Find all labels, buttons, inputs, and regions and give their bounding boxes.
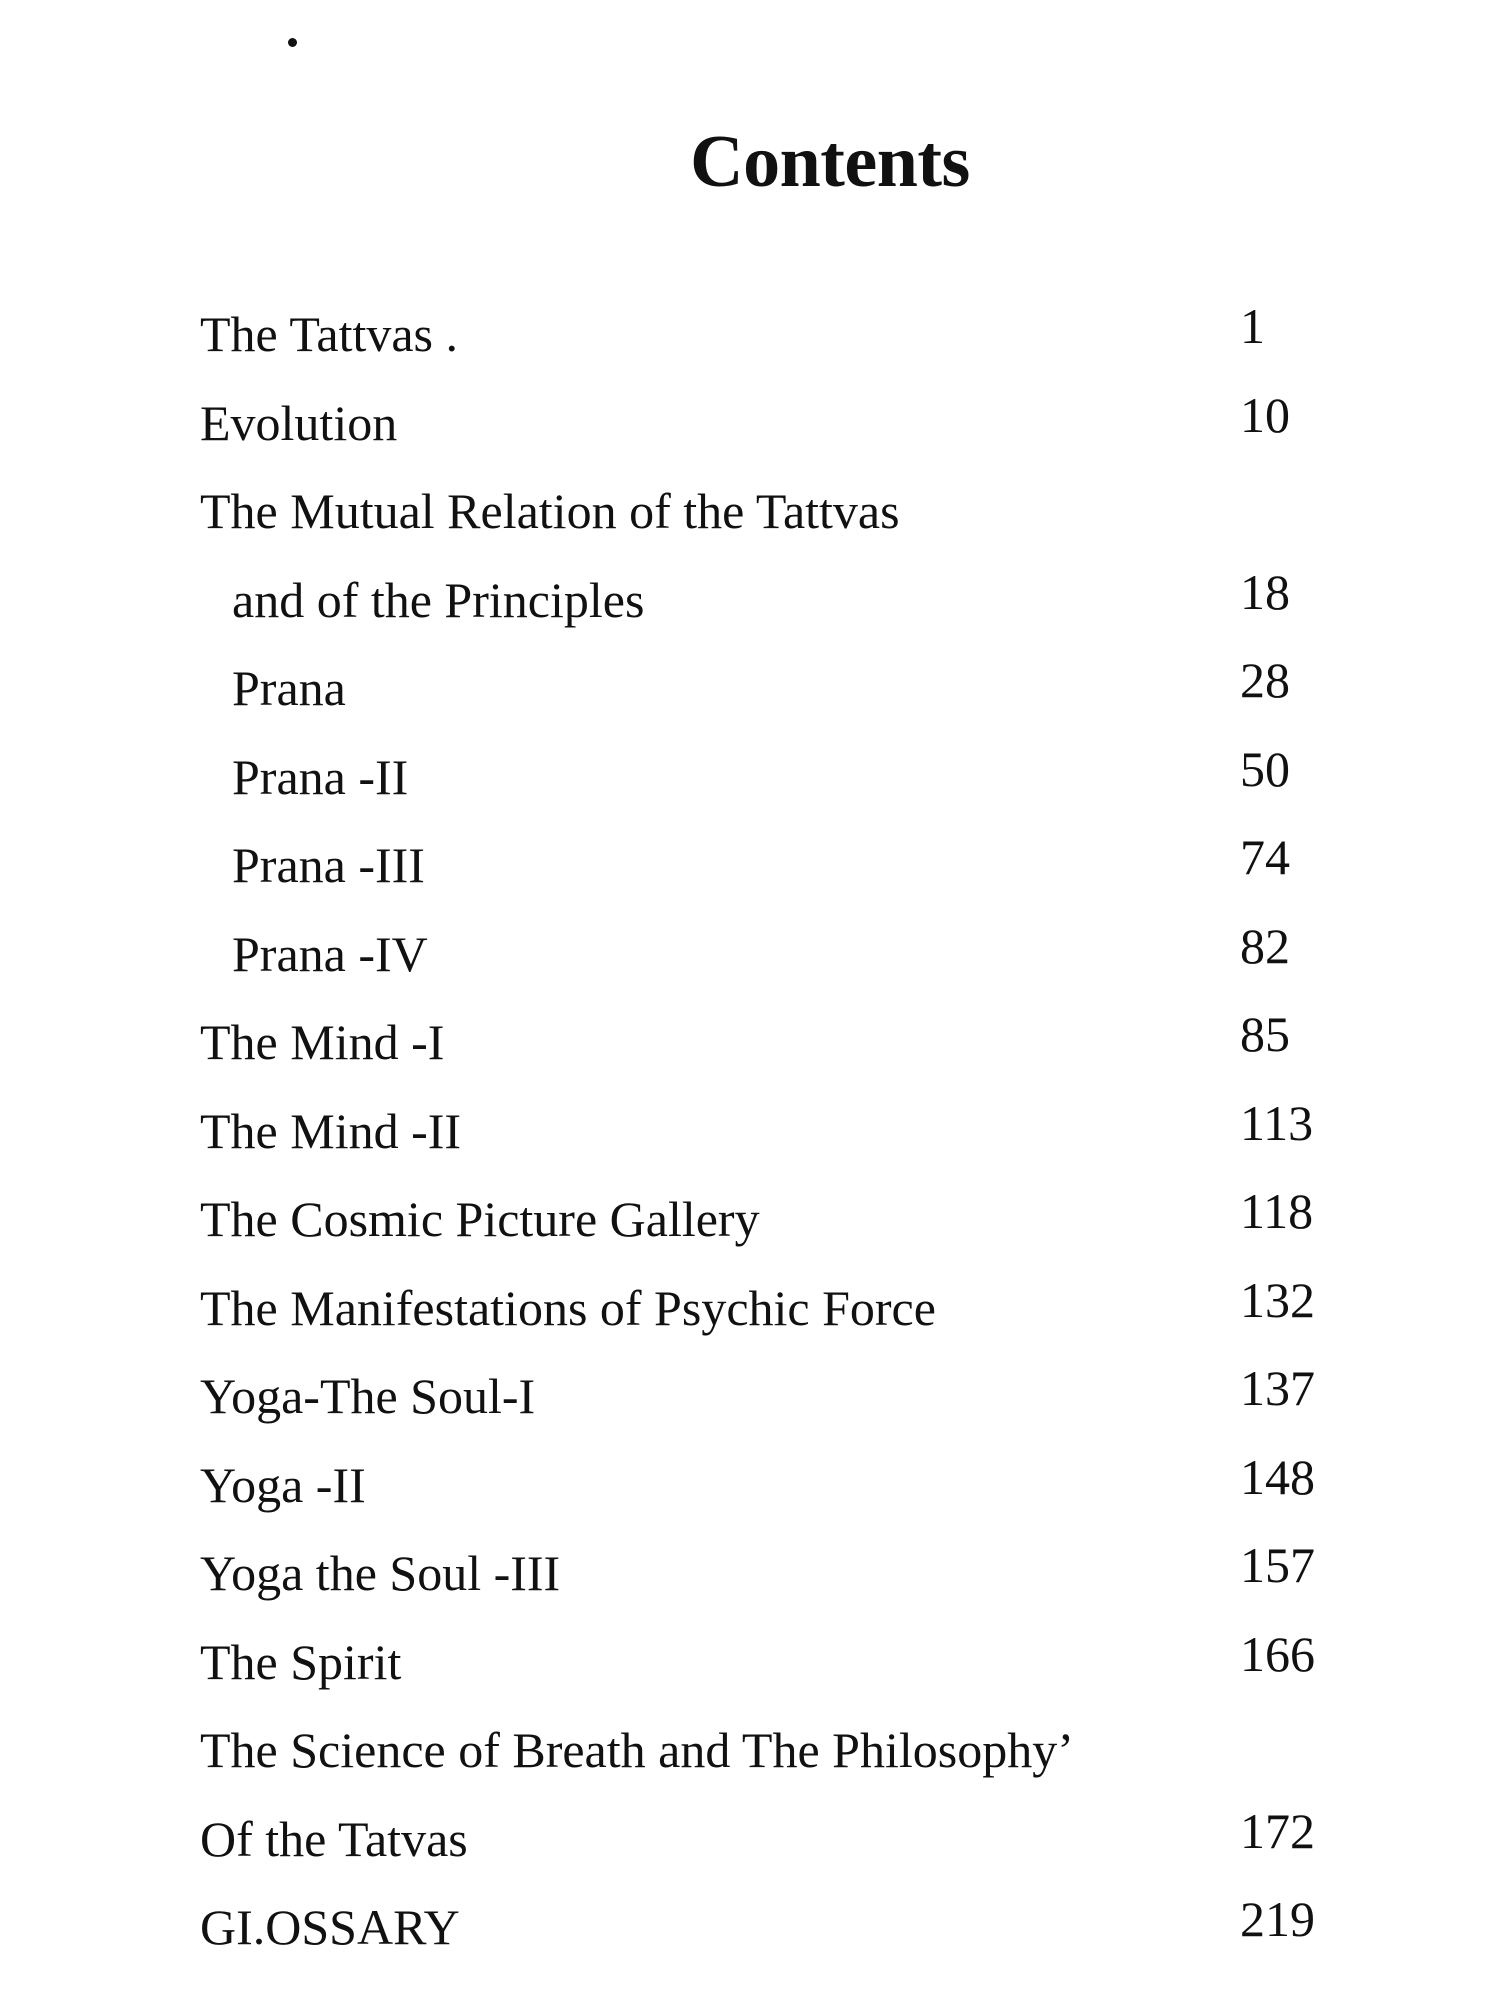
toc-entry-label: Yoga-The Soul-I [200,1368,536,1424]
toc-entry [200,733,1380,822]
table-of-contents [200,290,1380,1972]
toc-entry [200,379,1380,468]
toc-entry [200,556,1380,645]
toc-entry [200,1706,1380,1795]
toc-entry [200,644,1380,733]
toc-entry-page: 82 [1240,917,1290,974]
toc-entry [200,1618,1380,1707]
toc-entry-label: The Mutual Relation of the Tattvas [200,483,900,539]
toc-entry [200,290,1380,379]
toc-entry-page: 113 [1240,1094,1314,1151]
toc-entry-label: Prana -IV [232,925,428,982]
toc-entry-page: 74 [1240,829,1290,885]
toc-entry [200,467,1380,556]
toc-entry [200,1087,1380,1176]
toc-entry-page: 85 [1240,1006,1290,1062]
toc-entry-label: Of the Tatvas [200,1810,468,1867]
toc-entry-page: 18 [1240,563,1290,620]
toc-entry [200,821,1380,910]
toc-entry-label: Evolution [200,394,398,451]
toc-entry-label: Yoga -II [200,1456,366,1513]
toc-entry-label: Prana [232,660,346,716]
toc-entry-page: 137 [1240,1360,1315,1416]
toc-entry-label: The Tattvas . [200,306,459,362]
toc-entry [200,1441,1380,1530]
toc-entry-label: Prana -II [232,748,409,805]
toc-entry-page: 10 [1240,386,1290,443]
toc-entry [200,998,1380,1087]
toc-entry [200,1529,1380,1618]
toc-entry [200,1264,1380,1353]
toc-entry-page: 118 [1240,1183,1314,1239]
toc-entry-page: 219 [1240,1891,1315,1947]
toc-entry [200,1795,1380,1884]
toc-entry-page: 1 [1240,298,1265,354]
toc-entry-page: 148 [1240,1448,1315,1505]
toc-entry-label: The Mind -I [200,1014,445,1070]
toc-entry-label: and of the Principles [232,571,645,628]
page-title: Contents [690,121,970,203]
toc-entry-label: The Cosmic Picture Gallery [200,1191,760,1247]
toc-entry [200,1883,1380,1972]
toc-entry-page: 166 [1240,1625,1315,1682]
print-speck [288,38,297,47]
toc-entry-label: The Spirit [200,1633,402,1690]
toc-entry-label: GI.OSSARY [200,1899,460,1955]
toc-entry-page: 132 [1240,1271,1315,1328]
toc-entry-label: The Mind -II [200,1102,462,1159]
toc-entry [200,1175,1380,1264]
toc-entry-label: The Science of Breath and The Philosophy’ [200,1722,1074,1778]
toc-entry-label: The Manifestations of Psychic Force [200,1279,936,1336]
toc-entry-page: 172 [1240,1802,1315,1859]
toc-entry-page: 50 [1240,740,1290,797]
toc-entry-label: Prana -III [232,837,425,893]
toc-entry-label: Yoga the Soul -III [200,1545,561,1601]
toc-entry-page: 28 [1240,652,1290,708]
toc-entry [200,1352,1380,1441]
toc-entry-page: 157 [1240,1537,1315,1593]
toc-entry [200,910,1380,999]
